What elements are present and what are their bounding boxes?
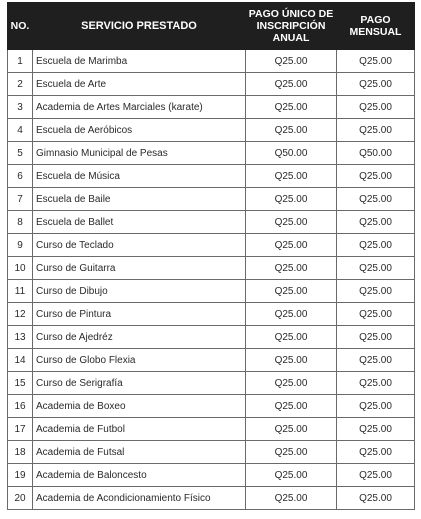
monthly-fee: Q25.00: [337, 96, 415, 119]
monthly-fee: Q25.00: [337, 280, 415, 303]
header-inscripcion: PAGO ÚNICO DE INSCRIPCIÓN ANUAL: [246, 3, 337, 50]
monthly-fee: Q25.00: [337, 372, 415, 395]
table-row: [8, 234, 415, 257]
monthly-fee: Q25.00: [337, 395, 415, 418]
monthly-fee: Q25.00: [337, 418, 415, 441]
table-row: [8, 464, 415, 487]
enrollment-fee: Q25.00: [246, 211, 337, 234]
service-name: Curso de Globo Flexia: [33, 349, 246, 372]
services-fee-table: [7, 2, 415, 510]
header-servicio: SERVICIO PRESTADO: [33, 3, 246, 50]
table-row: [8, 280, 415, 303]
monthly-fee: Q25.00: [337, 326, 415, 349]
enrollment-fee: Q25.00: [246, 418, 337, 441]
service-name: Academia de Baloncesto: [33, 464, 246, 487]
table-row: [8, 395, 415, 418]
table-row: [8, 188, 415, 211]
table-row: [8, 418, 415, 441]
table-row: [8, 487, 415, 510]
row-number: 7: [8, 188, 33, 211]
monthly-fee: Q25.00: [337, 303, 415, 326]
table-body: [8, 50, 415, 510]
service-name: Academia de Futsal: [33, 441, 246, 464]
row-number: 16: [8, 395, 33, 418]
table-row: [8, 303, 415, 326]
enrollment-fee: Q25.00: [246, 73, 337, 96]
service-name: Curso de Guitarra: [33, 257, 246, 280]
service-name: Curso de Ajedréz: [33, 326, 246, 349]
enrollment-fee: Q25.00: [246, 280, 337, 303]
service-name: Curso de Teclado: [33, 234, 246, 257]
service-name: Escuela de Marimba: [33, 50, 246, 73]
monthly-fee: Q25.00: [337, 73, 415, 96]
monthly-fee: Q25.00: [337, 165, 415, 188]
table-row: [8, 326, 415, 349]
row-number: 8: [8, 211, 33, 234]
monthly-fee: Q25.00: [337, 188, 415, 211]
service-name: Academia de Boxeo: [33, 395, 246, 418]
row-number: 17: [8, 418, 33, 441]
monthly-fee: Q25.00: [337, 441, 415, 464]
enrollment-fee: Q25.00: [246, 441, 337, 464]
enrollment-fee: Q25.00: [246, 234, 337, 257]
service-name: Curso de Serigrafía: [33, 372, 246, 395]
monthly-fee: Q25.00: [337, 349, 415, 372]
row-number: 2: [8, 73, 33, 96]
enrollment-fee: Q25.00: [246, 349, 337, 372]
service-name: Escuela de Música: [33, 165, 246, 188]
enrollment-fee: Q25.00: [246, 303, 337, 326]
enrollment-fee: Q25.00: [246, 188, 337, 211]
header-no: NO.: [8, 3, 33, 50]
row-number: 10: [8, 257, 33, 280]
row-number: 1: [8, 50, 33, 73]
enrollment-fee: Q25.00: [246, 165, 337, 188]
header-mensual: PAGO MENSUAL: [337, 3, 415, 50]
row-number: 18: [8, 441, 33, 464]
service-name: Gimnasio Municipal de Pesas: [33, 142, 246, 165]
table-row: [8, 50, 415, 73]
enrollment-fee: Q25.00: [246, 326, 337, 349]
row-number: 9: [8, 234, 33, 257]
enrollment-fee: Q25.00: [246, 464, 337, 487]
row-number: 15: [8, 372, 33, 395]
row-number: 12: [8, 303, 33, 326]
table-row: [8, 372, 415, 395]
monthly-fee: Q25.00: [337, 257, 415, 280]
service-name: Academia de Acondicionamiento Físico: [33, 487, 246, 510]
enrollment-fee: Q25.00: [246, 257, 337, 280]
service-name: Academia de Futbol: [33, 418, 246, 441]
monthly-fee: Q25.00: [337, 211, 415, 234]
service-name: Escuela de Aeróbicos: [33, 119, 246, 142]
service-name: Curso de Pintura: [33, 303, 246, 326]
monthly-fee: Q25.00: [337, 50, 415, 73]
header-row: [8, 3, 415, 50]
service-name: Escuela de Arte: [33, 73, 246, 96]
enrollment-fee: Q50.00: [246, 142, 337, 165]
service-name: Escuela de Baile: [33, 188, 246, 211]
table-row: [8, 142, 415, 165]
row-number: 3: [8, 96, 33, 119]
row-number: 6: [8, 165, 33, 188]
service-name: Academia de Artes Marciales (karate): [33, 96, 246, 119]
row-number: 14: [8, 349, 33, 372]
row-number: 11: [8, 280, 33, 303]
enrollment-fee: Q25.00: [246, 395, 337, 418]
table-row: [8, 96, 415, 119]
monthly-fee: Q25.00: [337, 487, 415, 510]
service-name: Escuela de Ballet: [33, 211, 246, 234]
table-row: [8, 441, 415, 464]
monthly-fee: Q50.00: [337, 142, 415, 165]
enrollment-fee: Q25.00: [246, 96, 337, 119]
row-number: 20: [8, 487, 33, 510]
enrollment-fee: Q25.00: [246, 372, 337, 395]
table-row: [8, 165, 415, 188]
monthly-fee: Q25.00: [337, 464, 415, 487]
service-name: Curso de Dibujo: [33, 280, 246, 303]
table-row: [8, 73, 415, 96]
enrollment-fee: Q25.00: [246, 50, 337, 73]
enrollment-fee: Q25.00: [246, 119, 337, 142]
table-header: [8, 3, 415, 50]
table-row: [8, 257, 415, 280]
row-number: 4: [8, 119, 33, 142]
table-row: [8, 211, 415, 234]
enrollment-fee: Q25.00: [246, 487, 337, 510]
monthly-fee: Q25.00: [337, 119, 415, 142]
row-number: 13: [8, 326, 33, 349]
row-number: 19: [8, 464, 33, 487]
table-row: [8, 349, 415, 372]
monthly-fee: Q25.00: [337, 234, 415, 257]
row-number: 5: [8, 142, 33, 165]
table-row: [8, 119, 415, 142]
